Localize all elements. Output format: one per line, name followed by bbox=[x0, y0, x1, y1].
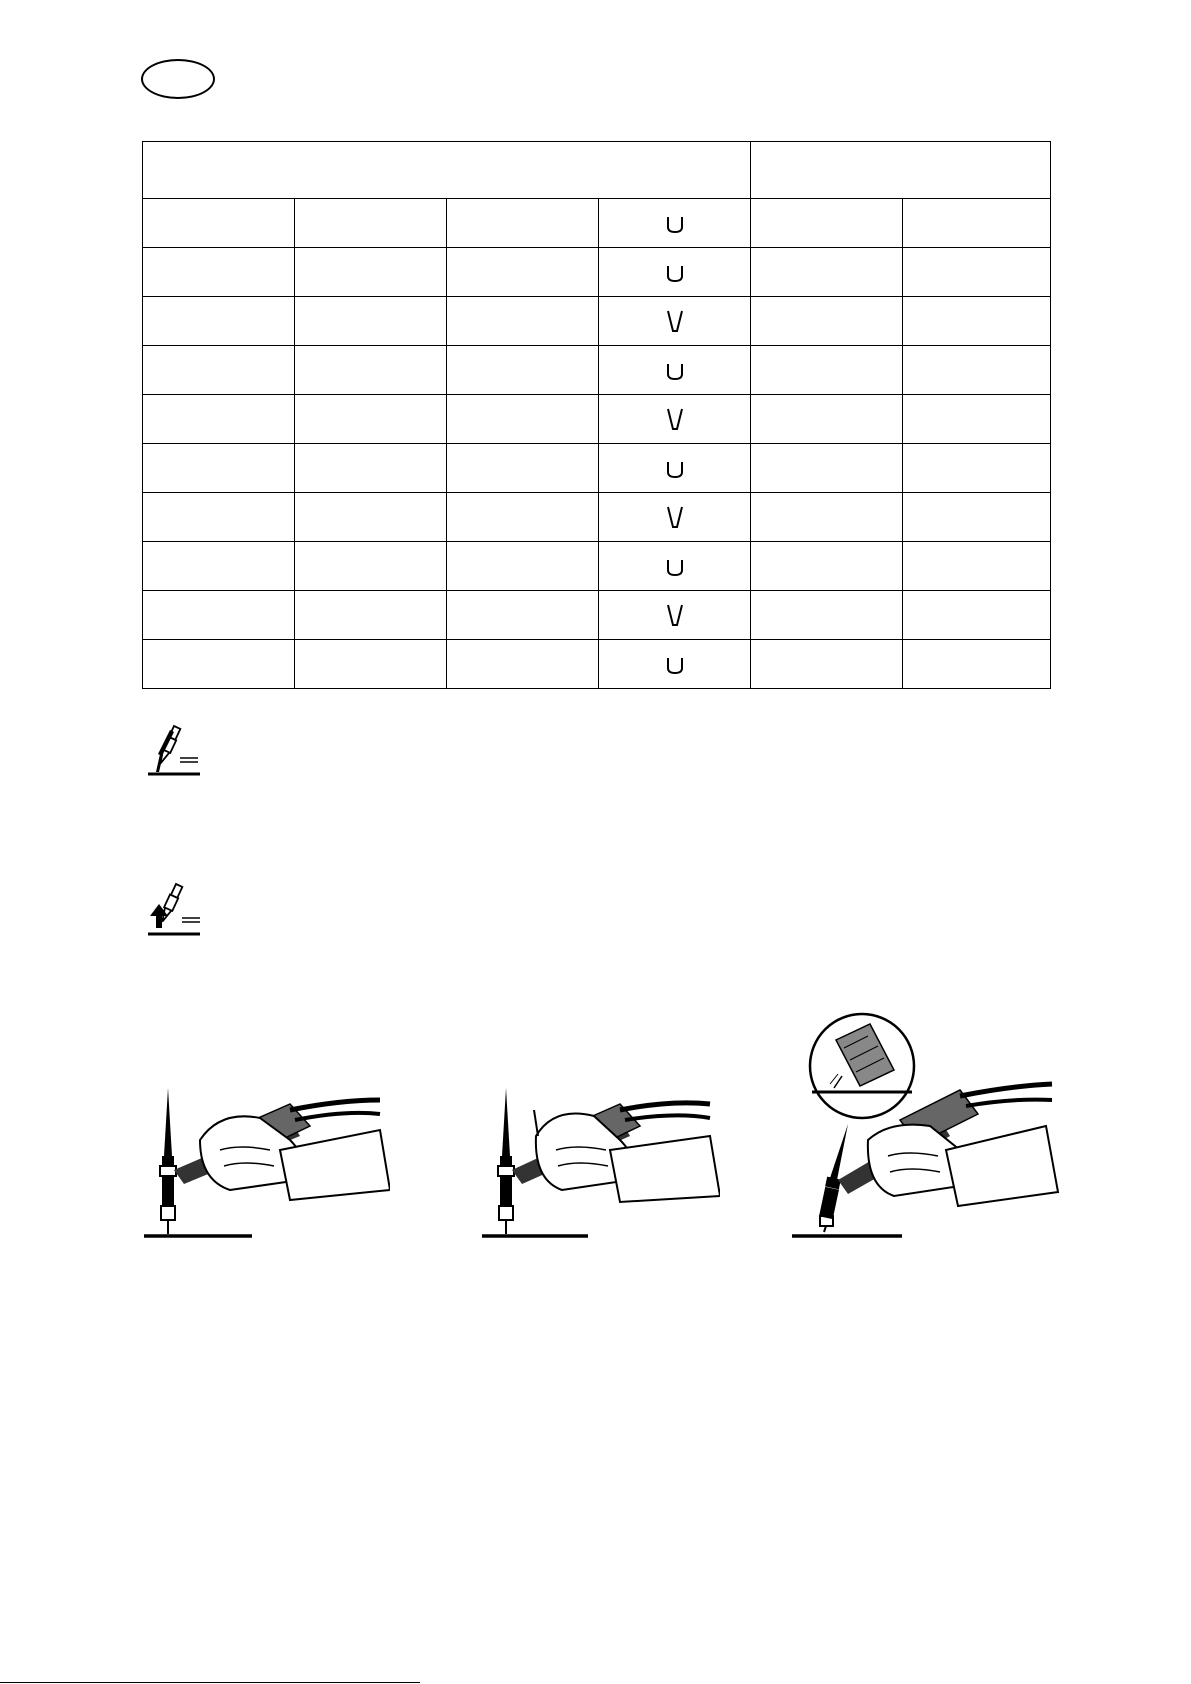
v-groove-icon bbox=[663, 505, 687, 529]
column-header-4 bbox=[599, 199, 751, 248]
u-groove-icon bbox=[663, 211, 687, 235]
table-row bbox=[143, 346, 1051, 395]
table-cell bbox=[903, 591, 1051, 640]
lift-arc-start-icon bbox=[146, 880, 202, 936]
table-cell bbox=[295, 248, 447, 297]
u-groove-icon bbox=[663, 554, 687, 578]
torch-touch-down-illustration bbox=[140, 1080, 390, 1240]
column-header-1 bbox=[143, 199, 295, 248]
table-cell bbox=[751, 542, 903, 591]
joint-groove-cell bbox=[599, 346, 751, 395]
table-row bbox=[143, 591, 1051, 640]
table-cell bbox=[751, 346, 903, 395]
footer-rule bbox=[0, 1682, 420, 1683]
table-cell bbox=[295, 493, 447, 542]
table-row bbox=[143, 297, 1051, 346]
column-header-5 bbox=[751, 199, 903, 248]
table-cell bbox=[295, 542, 447, 591]
table-cell bbox=[143, 493, 295, 542]
joint-groove-cell bbox=[599, 297, 751, 346]
column-header-6 bbox=[903, 199, 1051, 248]
v-groove-icon bbox=[663, 407, 687, 431]
table-cell bbox=[295, 395, 447, 444]
table-cell bbox=[903, 346, 1051, 395]
table-cell bbox=[447, 444, 599, 493]
table-cell bbox=[143, 248, 295, 297]
table-cell bbox=[903, 493, 1051, 542]
table-cell bbox=[751, 640, 903, 689]
table-row bbox=[143, 542, 1051, 591]
table-row bbox=[143, 248, 1051, 297]
torch-tilt-illustration bbox=[470, 1080, 720, 1240]
table-cell bbox=[447, 297, 599, 346]
table-cell bbox=[143, 297, 295, 346]
scratch-start-tig-icon bbox=[146, 720, 202, 776]
joint-groove-cell bbox=[599, 444, 751, 493]
table-cell bbox=[143, 444, 295, 493]
u-groove-icon bbox=[663, 652, 687, 676]
table-column-header-row bbox=[143, 199, 1051, 248]
table-cell bbox=[143, 346, 295, 395]
table-cell bbox=[903, 297, 1051, 346]
table-cell bbox=[751, 493, 903, 542]
table-cell bbox=[751, 248, 903, 297]
joint-groove-cell bbox=[599, 591, 751, 640]
language-badge bbox=[141, 59, 215, 99]
u-groove-icon bbox=[663, 260, 687, 284]
table-cell bbox=[751, 444, 903, 493]
table-cell bbox=[447, 640, 599, 689]
joint-groove-cell bbox=[599, 395, 751, 444]
table-cell bbox=[447, 542, 599, 591]
torch-lift-arc-illustration bbox=[790, 1010, 1060, 1240]
table-cell bbox=[903, 248, 1051, 297]
u-groove-icon bbox=[663, 358, 687, 382]
table-cell bbox=[143, 591, 295, 640]
table-cell bbox=[903, 542, 1051, 591]
table-cell bbox=[447, 591, 599, 640]
table-cell bbox=[447, 248, 599, 297]
table-cell bbox=[143, 395, 295, 444]
joint-groove-cell bbox=[599, 640, 751, 689]
table-cell bbox=[903, 444, 1051, 493]
table-header-left bbox=[143, 142, 751, 199]
table-cell bbox=[751, 591, 903, 640]
table-cell bbox=[447, 346, 599, 395]
table-row bbox=[143, 640, 1051, 689]
welding-parameter-table bbox=[142, 141, 1051, 689]
table-cell bbox=[751, 297, 903, 346]
joint-groove-cell bbox=[599, 493, 751, 542]
u-groove-icon bbox=[663, 456, 687, 480]
table-header-row bbox=[143, 142, 1051, 199]
table-row bbox=[143, 493, 1051, 542]
table-header-right bbox=[751, 142, 1051, 199]
table-row bbox=[143, 395, 1051, 444]
table-cell bbox=[903, 640, 1051, 689]
table-cell bbox=[295, 591, 447, 640]
table-row bbox=[143, 444, 1051, 493]
column-header-2 bbox=[295, 199, 447, 248]
table-cell bbox=[295, 297, 447, 346]
v-groove-icon bbox=[663, 603, 687, 627]
v-groove-icon bbox=[663, 309, 687, 333]
joint-groove-cell bbox=[599, 248, 751, 297]
column-header-3 bbox=[447, 199, 599, 248]
table-cell bbox=[447, 493, 599, 542]
table-cell bbox=[295, 346, 447, 395]
table-cell bbox=[295, 444, 447, 493]
table-cell bbox=[143, 542, 295, 591]
table-cell bbox=[143, 640, 295, 689]
table-cell bbox=[903, 395, 1051, 444]
joint-groove-cell bbox=[599, 542, 751, 591]
table-cell bbox=[295, 640, 447, 689]
table-cell bbox=[751, 395, 903, 444]
table-cell bbox=[447, 395, 599, 444]
